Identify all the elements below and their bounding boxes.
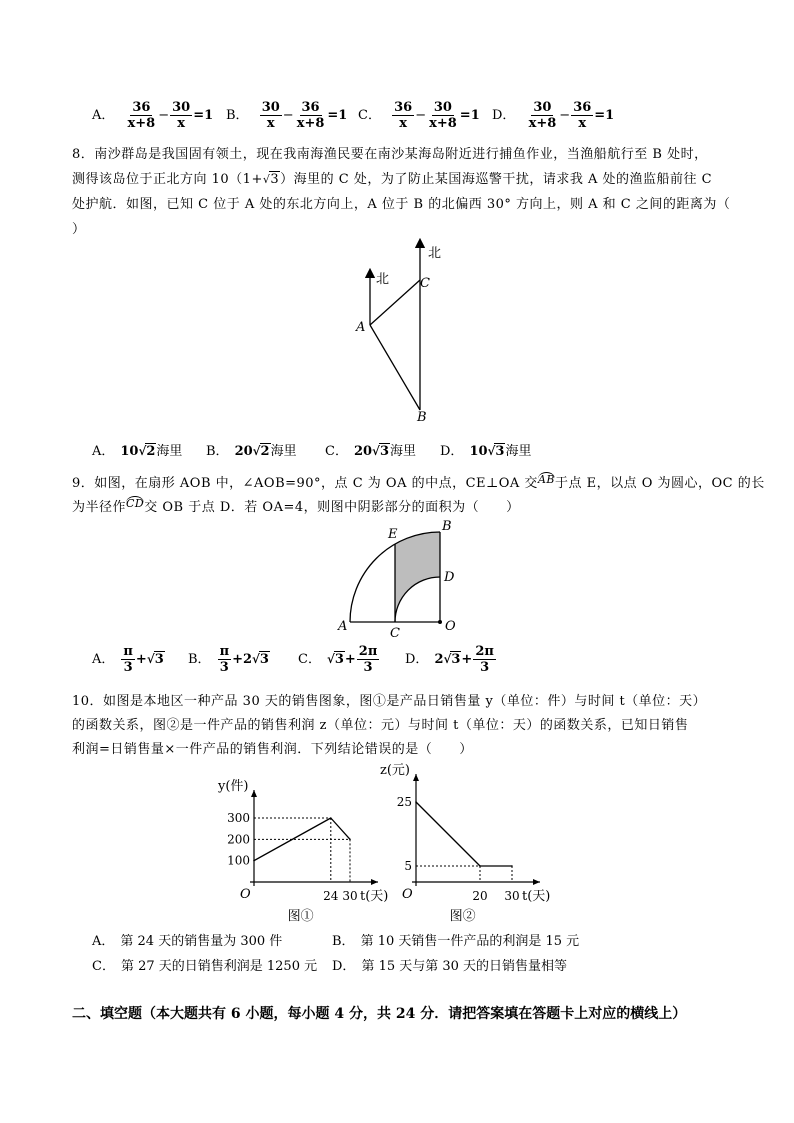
point-label-c: C — [420, 276, 430, 291]
fraction: $\frac{30}{x+8}$ — [528, 100, 557, 131]
section-2-heading: 二、填空题（本大题共有 6 小题，每小题 4 分，共 24 分．请把答案填在答题卡上对应的横线上） — [72, 1006, 687, 1022]
chart-caption: 图② — [449, 909, 476, 924]
q8-text-line1: 8．南沙群岛是我国固有领土，现在我南海渔民要在南沙某海岛附近进行捕鱼作业，当渔船航行至 B 处时， — [72, 147, 708, 162]
q10-option-d[interactable]: D． 第 15 天与第 30 天的日销售量相等 — [332, 959, 568, 974]
fraction: $\frac{30}{x+8}$ — [429, 100, 457, 131]
fraction: $\frac{36}{x}$ — [573, 100, 592, 131]
origin-label: O — [240, 887, 251, 902]
segment-ab — [370, 325, 420, 410]
fraction: $\frac{36}{x+8}$ — [296, 100, 325, 131]
y-axis-label: z(元) — [380, 763, 410, 778]
q9-option-a[interactable]: A． $\frac{\pi}{3}$ +√3 — [92, 644, 164, 675]
x-tick-label: 30 — [504, 889, 520, 903]
q8-text-line2: 测得该岛位于正北方向 10（1+√3）海里的 C 处，为了防止某国海巡警干扰，请求我 A 处的渔监船前往 C — [72, 172, 713, 187]
fraction: $\frac{30}{x}$ — [172, 100, 191, 131]
data-point — [511, 865, 513, 867]
q10-option-b[interactable]: B． 第 10 天销售一件产品的利润是 15 元 — [332, 934, 580, 949]
north-label-b: 北 — [428, 246, 442, 261]
x-axis-label: t(天) — [360, 889, 389, 904]
x-axis-label: t(天) — [522, 889, 551, 904]
q10-text-line2: 的函数关系，图②是一件产品的销售利润 z（单位：元）与时间 t（单位：天）的函数关系，已知日销售 — [72, 718, 689, 733]
q9-figure — [330, 515, 470, 640]
data-point — [253, 860, 255, 862]
fraction: $\frac{36}{x}$ — [394, 100, 413, 131]
point-label-a: A — [356, 320, 366, 335]
x-tick-label: 20 — [472, 889, 488, 903]
q9-option-d[interactable]: D． 2√3+ $\frac{2\pi}{3}$ — [405, 644, 494, 675]
y-tick-label: 100 — [227, 853, 250, 868]
data-point — [349, 839, 351, 841]
q9-option-c[interactable]: C． √3+ $\frac{2\pi}{3}$ — [298, 644, 378, 675]
q7-option-a[interactable]: A． $\frac{36}{x+8}$ − $\frac{30}{x}$ =1 — [92, 100, 214, 131]
y-tick-label: 200 — [227, 832, 250, 847]
y-tick-label: 300 — [227, 811, 250, 825]
y-axis-arrow — [251, 790, 257, 797]
point-label-b: B — [417, 410, 427, 425]
q8-text-line3: 处护航．如图，已知 C 位于 A 处的东北方向上，A 位于 B 的北偏西 30° 方向上，则 A 和 C 之间的距离为（ — [72, 197, 731, 212]
q8-option-c[interactable]: C． 20√3海里 — [325, 444, 416, 459]
point-o — [438, 620, 442, 624]
y-tick-label: 25 — [396, 795, 412, 809]
point-label-d: D — [444, 570, 455, 585]
data-point — [479, 865, 481, 867]
q8-option-d[interactable]: D． 10√3海里 — [440, 444, 532, 459]
q10-option-a[interactable]: A． 第 24 天的销售量为 300 件 — [92, 934, 283, 949]
fraction: $\frac{36}{x+8}$ — [127, 100, 156, 131]
q7-option-c[interactable]: C． $\frac{36}{x}$ − $\frac{30}{x+8}$ =1 — [358, 100, 480, 131]
q10-option-c[interactable]: C． 第 27 天的日销售利润是 1250 元 — [92, 959, 318, 974]
data-segment — [331, 818, 350, 839]
x-tick-label: 30 — [342, 889, 358, 903]
data-point — [415, 801, 417, 803]
x-axis-arrow — [533, 879, 540, 885]
x-tick-label: 24 — [323, 889, 339, 903]
data-segment — [416, 802, 480, 866]
q8-figure — [340, 235, 460, 425]
chart-caption: 图① — [287, 909, 314, 924]
q10-text-line3: 利润=日销售量×一件产品的销售利润．下列结论错误的是（ ） — [72, 742, 473, 757]
y-axis-arrow — [413, 774, 419, 781]
chart-unit-profit — [370, 760, 590, 925]
point-label-a: A — [338, 619, 348, 634]
point-label-e: E — [388, 527, 398, 542]
q8-option-b[interactable]: B． 20√2海里 — [206, 444, 297, 459]
north-label-a: 北 — [376, 272, 390, 287]
q10-text-line1: 10．如图是本地区一种产品 30 天的销售图象，图①是产品日销售量 y（单位：件）与时间 t（单位：天） — [72, 694, 707, 709]
q9-text-line1: 9．如图，在扇形 AOB 中，∠AOB=90°，点 C 为 OA 的中点，CE⊥OA 交$^{AB}$于点 E，以点 O 为圆心，OC 的长 — [72, 473, 765, 491]
q8-option-a[interactable]: A． 10√2海里 — [92, 444, 183, 459]
point-label-c: C — [390, 626, 400, 640]
q7-option-b[interactable]: B． $\frac{30}{x}$ − $\frac{36}{x+8}$ =1 — [226, 100, 348, 131]
data-point — [330, 817, 332, 819]
point-label-b: B — [442, 519, 452, 534]
q7-option-d[interactable]: D． $\frac{30}{x+8}$ − $\frac{36}{x}$ =1 — [492, 100, 615, 131]
q8-text-line4: ） — [72, 222, 86, 237]
q9-text-line2: 为半径作$^{CD}$交 OB 于点 D．若 OA=4，则图中阴影部分的面积为（ ） — [72, 497, 520, 515]
origin-label: O — [402, 887, 413, 902]
q9-option-b[interactable]: B． $\frac{\pi}{3}$ +2√3 — [188, 644, 269, 675]
point-label-o: O — [445, 619, 456, 634]
fraction: $\frac{30}{x}$ — [261, 100, 280, 131]
y-tick-label: 5 — [404, 859, 412, 873]
y-axis-label: y(件) — [218, 779, 249, 794]
